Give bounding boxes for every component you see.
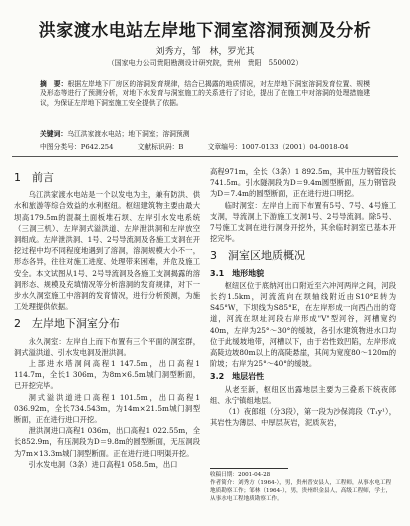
subsection-heading-3-2: 3.2 地层岩性 (210, 372, 265, 382)
left-column (14, 166, 200, 470)
keywords-text: 乌江洪家渡水电站；地下洞室；溶洞预测 (67, 130, 190, 138)
classification-meta (40, 141, 370, 151)
paragraph: 上部进水塔洞间高程1 147.5m，出口高程1 114.7m，全长1 306m，为8m×6.5m城门洞型断面，已开挖完毕。 (14, 359, 200, 391)
abstract-label: 摘 要： (40, 80, 68, 88)
section-heading-2: 2 左岸地下洞室分布 (14, 317, 120, 331)
footnote (210, 471, 396, 503)
clc-number: 中图分类号：P642.254 (40, 143, 114, 151)
paper-authors: 刘秀方，邹 林，罗光其 (155, 47, 255, 57)
doc-code: 文献标识码：B (137, 143, 184, 151)
abstract-text: 根据左岸地下厂房区的溶洞发育规律，结合已揭露的地质情况，对左岸地下洞室溶洞发育位置、规模及形态等进行了预测分析，对地下水发育与洞室施工的关系进行了讨论，提出了在施工中对溶洞的处理措施建议，为保证左岸地下洞室施工安全提供了依据。 (40, 80, 371, 107)
paragraph: 从老至新，枢纽区出露地层主要为三叠系下统夜郎组、永宁镇组地层。 (210, 384, 396, 405)
paragraph: 泄洪洞进口高程1 036m，出口高程1 022.55m，全长852.9m，有压洞段为D＝9.8m的圆型断面，无压洞段为7m×13.3m城门洞型断面。正在进行进口明渠开挖。 (14, 426, 200, 458)
right-column (210, 166, 396, 428)
keywords-label: 关键词： (40, 130, 68, 138)
section-heading-3: 3 洞室区地质概况 (210, 249, 305, 263)
subsection-heading-3-1: 3.1 地形地貌 (210, 268, 265, 278)
paragraph: （1）夜郎组（分3段），第一段为沙保湾段（T₁y¹），其岩性为薄层、中厚层灰岩，泥质灰岩， (210, 407, 396, 428)
abstract (40, 80, 370, 108)
article-number: 文章编号：1007-0133（2001）04-0018-04 (207, 143, 349, 151)
section-heading-1: 1 前言 (14, 171, 54, 184)
paragraph: 高程971m，全长（3条）1 892.5m，其中压力钢管段长741.5m。引水隧洞段为D＝9.4m圆型断面，压力钢管段为D＝7.4m的圆型断面，正在进行进口明挖。 (210, 167, 396, 199)
paragraph: 枢纽区位于底纳河出口附近至六冲河两岸之间，河段长约1.5km，河流流向在坝轴线附近由S10°E转为S45°W，下坝线为S85°E，在左岸形成一向西凸出的弯道，河流在坝址河段右岸形成"V"型河谷，河槽宽约40m，左岸为25°～30°的缓坡，各引水建筑物进水口均位于此缓坡地带，河槽以下，由于岩性致凹陷，左岸形成高陡边坡80m以上的高陡悬崖，其间为宽度80～120m的阶坡；右岸为25°～40°的缓坡。 (210, 280, 396, 369)
paper-title: 洪家渡水电站左岸地下洞室溶洞预测及分析 (38, 21, 372, 41)
paragraph: 永久洞室：左岸自上而下布置有三个平面的洞室群，洞式溢洪道、引水发电洞及泄洪洞。 (14, 336, 200, 357)
footnote-divider (210, 468, 288, 469)
paper-affiliation: （国家电力公司贵阳勘测设计研究院，贵州 贵阳 550002） (107, 59, 303, 67)
paragraph: 临时洞室：左岸自上而下布置有5号、7号、4号施工支洞，导流洞上下游施工支洞1号、2号导流洞。除5号、7号施工支洞在进行洞身开挖外，其余临时洞室已基本开挖完毕。 (210, 200, 396, 244)
paragraph: 洞式溢洪道进口高程1 101.5m，出口高程1 036.92m，全长734.543m，为14m×21.5m城门洞型断面，正在进行进口开挖。 (14, 392, 200, 425)
paragraph: 乌江洪家渡水电站是一个以发电为主，兼有防洪、供水和旅游等综合效益的水利枢纽。枢纽建筑物主要由最大坝高179.5m的混凝土面板堆石坝、左岸引水发电系统（三洞三机）、左岸洞式溢洪道、左岸泄洪洞和左岸放空洞组成。左岸泄洪洞、1号、2号导流洞及各施工支洞在开挖过程中均不同程度地遇到了溶洞，溶洞规模大小不一，形态各异，往往对施工进度、处理带来困难，并危及施工安全。本文试图从1号、2号导流洞及各施工支洞揭露的溶洞形态、规模及充填情况等分析溶洞的发育规律，对下一步水久洞室施工中溶洞的发育情况，进行分析预测，为施工处理提供依据。 (14, 190, 200, 312)
paragraph: 引水发电洞（3条）进口高程1 058.5m，出口 (28, 459, 178, 469)
keywords (40, 128, 370, 138)
header-divider (12, 156, 398, 157)
footnote-received: 收稿日期：2001-04-28 (210, 472, 271, 478)
footnote-bio: 作者简介：刘秀方（1964-），男，贵州普安县人，工程师，从事水电工程地质勘察工作；邹林（1964-），男，贵州织金县人，高级工程师，学士，从事水电工程地质勘察工作。 (210, 480, 392, 502)
